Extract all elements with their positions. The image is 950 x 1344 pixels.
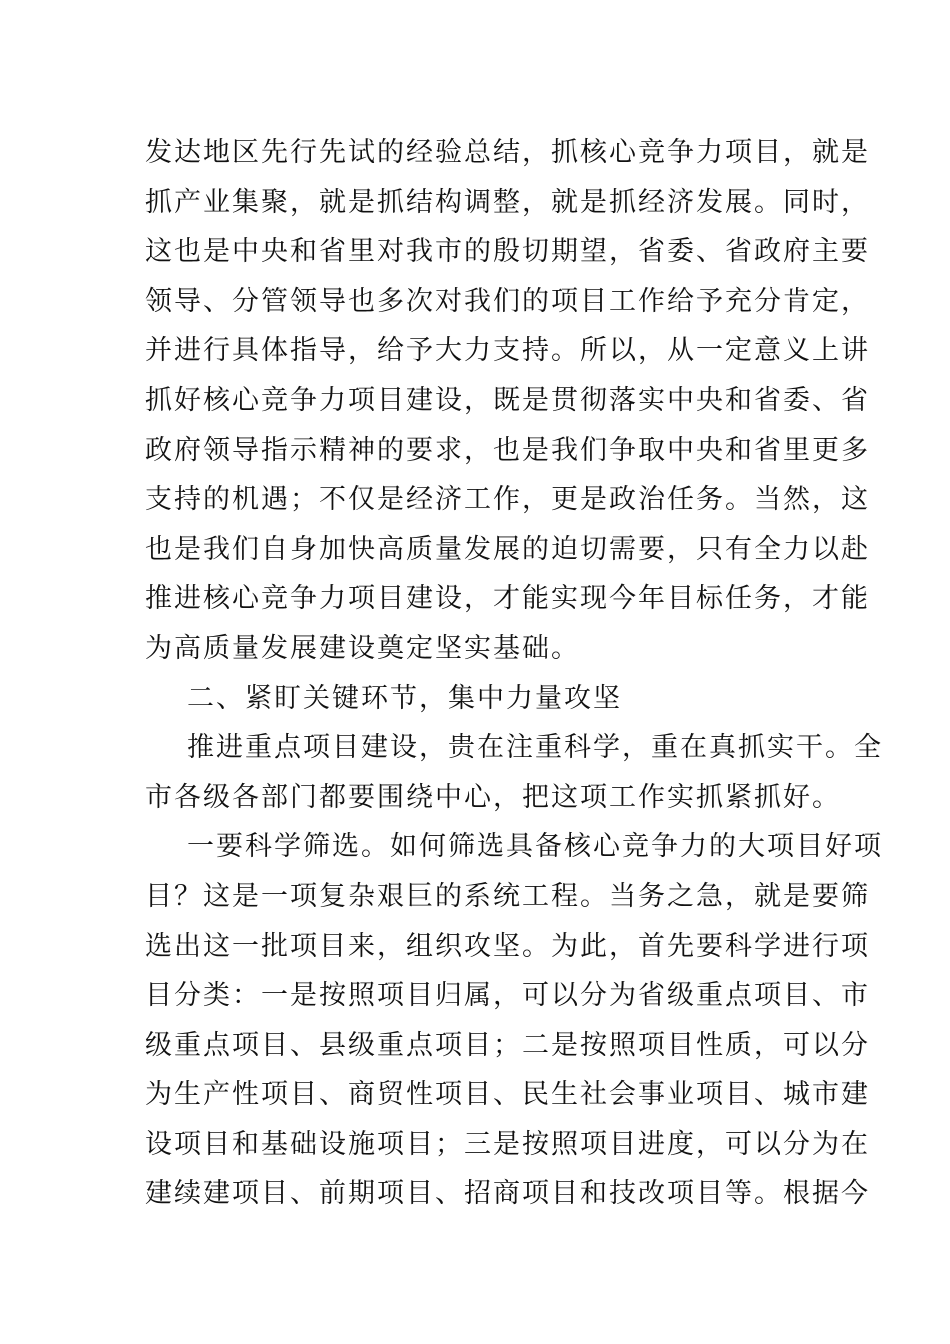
text-line: 为生产性项目、商贸性项目、民生社会事业项目、城市建 xyxy=(145,1079,870,1111)
text-line: 推进核心竞争力项目建设，才能实现今年目标任务，才能 xyxy=(145,583,870,615)
text-line: 抓产业集聚，就是抓结构调整，就是抓经济发展。同时， xyxy=(145,186,870,218)
text-line: 并进行具体指导，给予大力支持。所以，从一定意义上讲 xyxy=(145,335,870,367)
text-line: 支持的机遇；不仅是经济工作，更是政治任务。当然，这 xyxy=(145,484,870,516)
text-line: 这也是中央和省里对我市的殷切期望，省委、省政府主要 xyxy=(145,236,870,268)
text-line: 政府领导指示精神的要求，也是我们争取中央和省里更多 xyxy=(145,434,870,466)
document-body xyxy=(145,128,883,1219)
paragraph-start-line: 一要科学筛选。如何筛选具备核心竞争力的大项目好项 xyxy=(187,831,883,863)
paragraph-start-line: 二、紧盯关键环节，集中力量攻坚 xyxy=(187,682,622,714)
text-line: 市各级各部门都要围绕中心，把这项工作实抓紧抓好。 xyxy=(145,781,841,813)
text-line: 发达地区先行先试的经验总结，抓核心竞争力项目，就是 xyxy=(145,137,870,168)
text-line: 抓好核心竞争力项目建设，既是贯彻落实中央和省委、省 xyxy=(145,384,870,416)
text-line: 为高质量发展建设奠定坚实基础。 xyxy=(145,632,580,664)
text-line: 领导、分管领导也多次对我们的项目工作给予充分肯定， xyxy=(145,285,870,317)
text-line: 建续建项目、前期项目、招商项目和技改项目等。根据今 xyxy=(145,1178,870,1210)
text-line: 选出这一批项目来，组织攻坚。为此，首先要科学进行项 xyxy=(145,930,870,962)
text-line: 目？这是一项复杂艰巨的系统工程。当务之急，就是要筛 xyxy=(145,880,870,912)
paragraph-start-line: 推进重点项目建设，贵在注重科学，重在真抓实干。全 xyxy=(187,732,883,764)
text-line: 也是我们自身加快高质量发展的迫切需要，只有全力以赴 xyxy=(145,533,870,565)
text-line: 级重点项目、县级重点项目；二是按照项目性质，可以分 xyxy=(145,1029,870,1061)
text-line: 设项目和基础设施项目；三是按照项目进度，可以分为在 xyxy=(145,1128,870,1160)
text-line: 目分类：一是按照项目归属，可以分为省级重点项目、市 xyxy=(145,980,870,1012)
